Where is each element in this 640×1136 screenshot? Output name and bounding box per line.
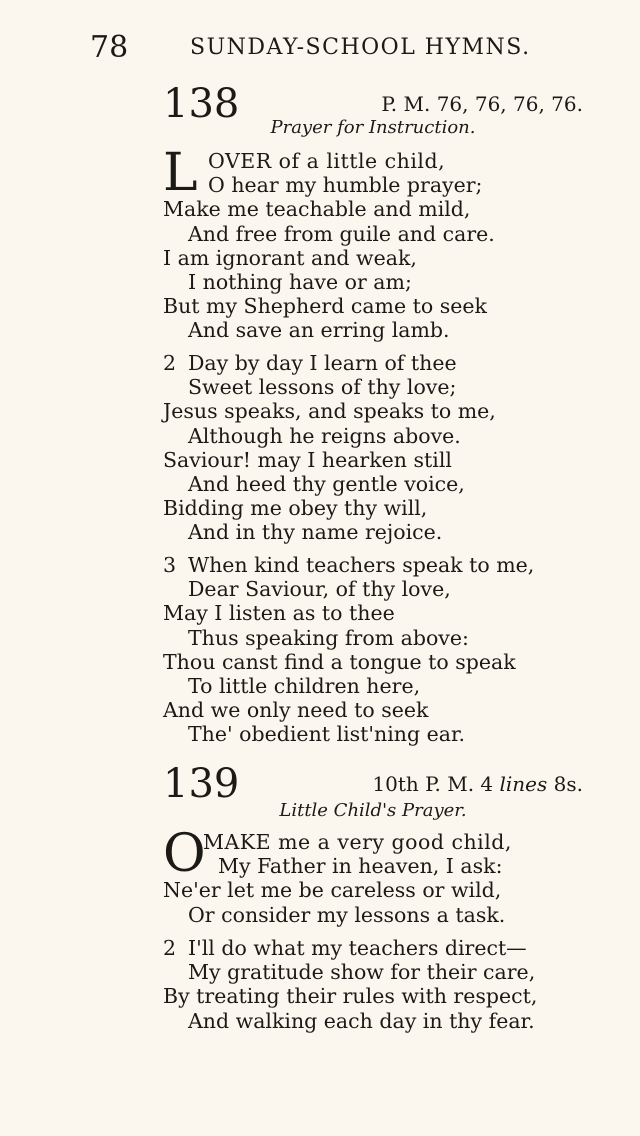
meter-italic: lines: [499, 772, 548, 796]
verse-line: And walking each day in thy fear.: [188, 1008, 535, 1033]
verse-line: [163, 553, 583, 577]
verse-line: Saviour! may I hearken still: [163, 447, 452, 472]
verse-line: But my Shepherd came to seek: [163, 294, 487, 319]
stanza-138-3: [163, 553, 583, 747]
hymn-title: Prayer for Instruction.: [270, 117, 476, 138]
verse-line: Dear Saviour, of thy love,: [188, 577, 451, 602]
verse-line: May I listen as to thee: [163, 601, 395, 626]
hymn-meter: P. M. 76, 76, 76, 76.: [381, 92, 583, 116]
hymn-meter: [372, 770, 583, 798]
hymn-number: 139: [163, 761, 240, 807]
verse-line: The' obedient list'ning ear.: [188, 722, 466, 747]
hymn-number: 138: [163, 81, 240, 127]
verse-line: Although he reigns above.: [188, 423, 461, 448]
running-head: [90, 30, 540, 66]
verse-line: Bidding me obey thy will,: [163, 496, 428, 521]
verse-line: And in thy name rejoice.: [188, 520, 443, 545]
verse-text: I'll do what my teachers direct—: [188, 936, 527, 960]
verse-line: By treating their rules with respect,: [163, 984, 538, 1009]
drop-cap: O: [163, 824, 206, 884]
meter-prefix: 10th P. M. 4: [372, 772, 494, 796]
verse-text: When kind teachers speak to me,: [188, 553, 535, 577]
stanza-number: 2: [163, 936, 177, 960]
verse-line: O hear my humble prayer;: [208, 173, 483, 198]
verse-line: My gratitude show for their care,: [188, 960, 536, 985]
verse-line: To little children here,: [188, 673, 421, 698]
verse-line: Sweet lessons of thy love;: [188, 375, 457, 400]
stanza-138-1: [163, 143, 583, 343]
verse-line: [163, 351, 583, 375]
verse-line: And heed thy gentle voice,: [188, 471, 465, 496]
verse-text: Day by day I learn of thee: [188, 351, 457, 375]
verse-line: Ne'er let me be careless or wild,: [163, 878, 502, 903]
verse-line: I am ignorant and weak,: [163, 245, 417, 270]
verse-line: Or consider my lessons a task.: [188, 902, 506, 927]
meter-suffix: 8s.: [553, 772, 583, 796]
stanza-number: 3: [163, 553, 177, 577]
verse-line: And free from guile and care.: [188, 221, 495, 246]
page-number: 78: [90, 30, 129, 65]
verse-line: And we only need to seek: [163, 698, 429, 723]
stanza-number: 2: [163, 351, 177, 375]
verse-line: [163, 936, 583, 960]
hymn-title: Little Child's Prayer.: [279, 800, 467, 821]
running-title: SUNDAY-SCHOOL HYMNS.: [190, 35, 531, 60]
verse-line: Make me teachable and mild,: [163, 197, 471, 222]
verse-line: I nothing have or am;: [188, 269, 412, 294]
verse-line: Thou canst find a tongue to speak: [163, 649, 516, 674]
stanza-139-2: [163, 936, 583, 1033]
stanza-138-2: [163, 351, 583, 545]
verse-line: My Father in heaven, I ask:: [218, 854, 503, 879]
verse-line: MAKE me a very good child,: [203, 830, 512, 854]
verse-line: Thus speaking from above:: [188, 625, 469, 650]
stanza-139-1: [163, 824, 583, 927]
verse-line: And save an erring lamb.: [188, 318, 450, 343]
drop-cap: L: [163, 143, 198, 203]
verse-line: OVER of a little child,: [208, 149, 446, 173]
verse-line: Jesus speaks, and speaks to me,: [163, 399, 496, 424]
